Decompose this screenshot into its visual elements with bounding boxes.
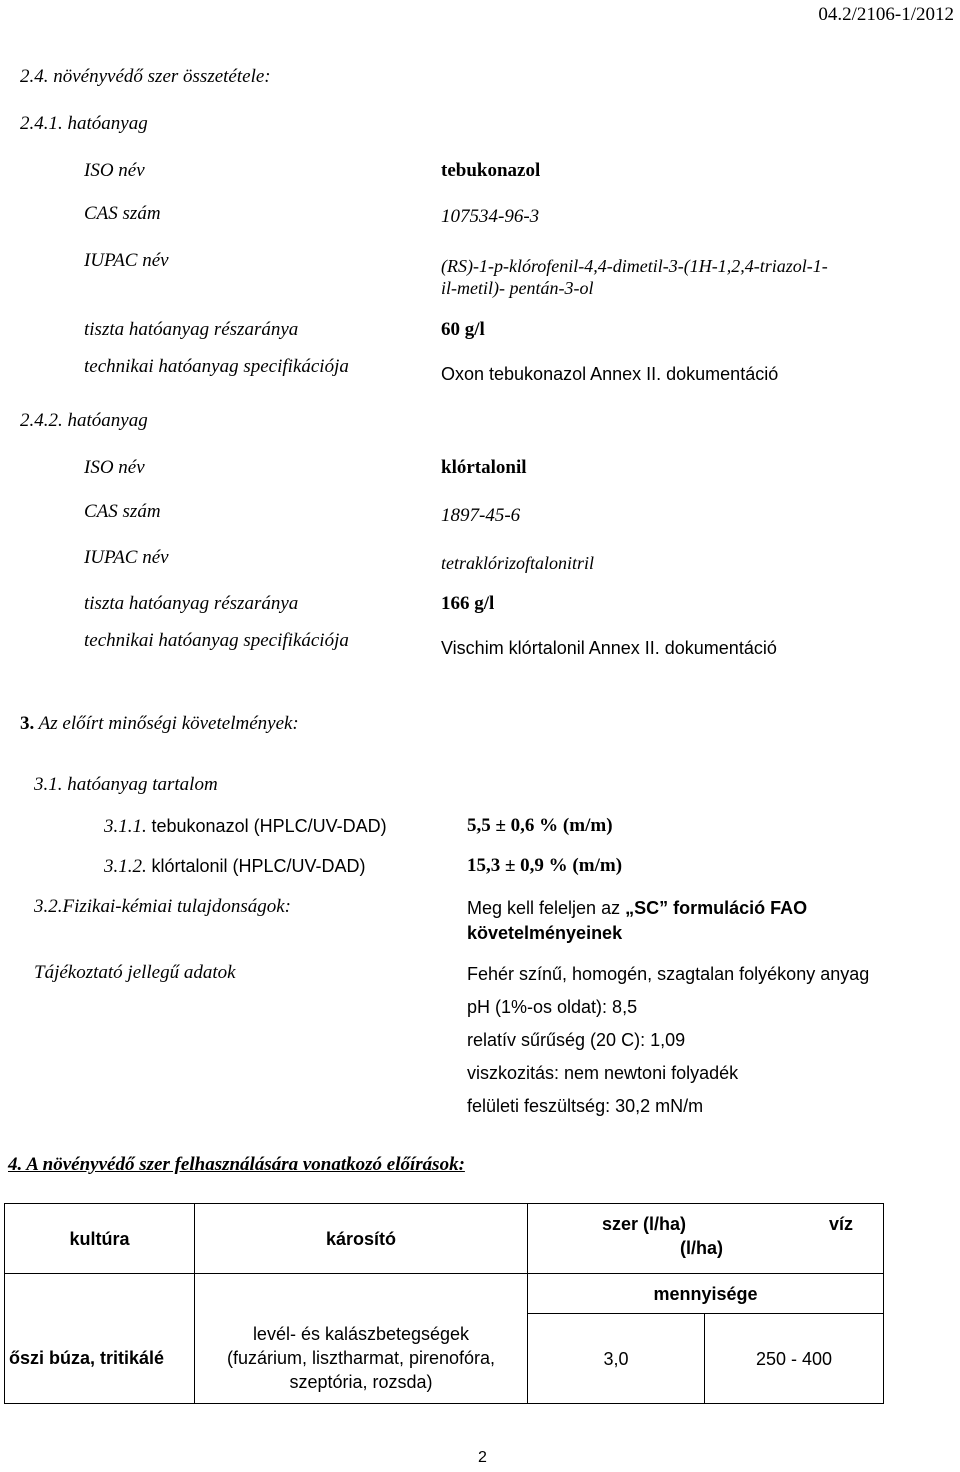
ai1-cas-value: 107534-96-3 bbox=[441, 206, 540, 227]
ai2-iso-label: ISO név bbox=[84, 457, 145, 478]
section-heading-2-4: 2.4. növényvédő szer összetétele: bbox=[20, 66, 271, 87]
col-header-water-1: víz bbox=[828, 1214, 853, 1234]
ai1-iupac-label: IUPAC név bbox=[84, 250, 169, 271]
s32-value-line2: követelményeinek bbox=[467, 923, 623, 943]
s32-label: 3.2.Fizikai-kémiai tulajdonságok: bbox=[34, 896, 291, 917]
ai2-cas-value: 1897-45-6 bbox=[441, 505, 521, 526]
ai1-iupac-value-line1: (RS)-1-p-klórofenil-4,4-dimetil-3-(1H-1,2,4-triazol-1- bbox=[441, 256, 828, 276]
section-heading-4: 4. A növényvédő szer felhasználására vonatkozó előírások: bbox=[8, 1154, 465, 1175]
ai1-spec-label: technikai hatóanyag specifikációja bbox=[84, 356, 349, 377]
s32-value-line1: Meg kell feleljen az „SC” formuláció FAO bbox=[467, 898, 808, 918]
section-heading-3-text: Az előírt minőségi követelmények: bbox=[38, 713, 299, 734]
table-row bbox=[5, 1314, 884, 1404]
row-culture: őszi búza, tritikálé bbox=[5, 1314, 195, 1404]
info-line-4: viszkozitás: nem newtoni folyadék bbox=[467, 1063, 739, 1083]
ai1-iso-label: ISO név bbox=[84, 160, 145, 181]
ai1-cas-label: CAS szám bbox=[84, 203, 161, 224]
info-label: Tájékoztató jellegű adatok bbox=[34, 962, 236, 983]
col-header-agent-water bbox=[528, 1204, 884, 1274]
col-header-agent: szer (l/ha) bbox=[602, 1214, 687, 1234]
col-header-pest: károsító bbox=[195, 1204, 528, 1274]
culture-header-spacer bbox=[5, 1274, 195, 1314]
row-agent: 3,0 bbox=[528, 1314, 705, 1404]
ai2-spec-value: Vischim klórtalonil Annex II. dokumentáció bbox=[441, 638, 777, 658]
ai2-purity-value: 166 g/l bbox=[441, 593, 495, 614]
pest-header-spacer bbox=[195, 1274, 528, 1314]
ai2-purity-label: tiszta hatóanyag részaránya bbox=[84, 593, 299, 614]
section-heading-3: 3. Az előírt minőségi követelmények: bbox=[20, 713, 299, 734]
ai2-iupac-label: IUPAC név bbox=[84, 547, 169, 568]
row-pest-line2: (fuzárium, lisztharmat, pirenofóra, bbox=[226, 1348, 496, 1369]
ai2-cas-label: CAS szám bbox=[84, 501, 161, 522]
ai1-spec-value: Oxon tebukonazol Annex II. dokumentáció bbox=[441, 364, 779, 384]
document-number: 04.2/2106-1/2012 bbox=[818, 4, 954, 25]
usage-table bbox=[4, 1203, 884, 1404]
col-header-water-2: (l/ha) bbox=[680, 1238, 723, 1258]
ai1-iso-value: tebukonazol bbox=[441, 160, 541, 181]
ai1-purity-label: tiszta hatóanyag részaránya bbox=[84, 319, 299, 340]
subsection-heading-3-1: 3.1. hatóanyag tartalom bbox=[34, 774, 218, 795]
ai2-spec-label: technikai hatóanyag specifikációja bbox=[84, 630, 349, 651]
ai1-iupac-value-line2: il-metil)- pentán-3-ol bbox=[441, 278, 594, 298]
ai1-purity-value: 60 g/l bbox=[441, 319, 485, 340]
ai2-iso-value: klórtalonil bbox=[441, 457, 527, 478]
row-pest bbox=[195, 1314, 528, 1404]
info-line-5: felületi feszültség: 30,2 mN/m bbox=[467, 1096, 704, 1116]
ai2-iupac-value: tetraklórizoftalonitril bbox=[441, 553, 595, 573]
col-header-amount: mennyisége bbox=[528, 1274, 884, 1314]
s312-value: 15,3 ± 0,9 % (m/m) bbox=[467, 855, 623, 876]
row-pest-line1: levél- és kalászbetegségek bbox=[252, 1324, 470, 1345]
s311-label: 3.1.1. tebukonazol (HPLC/UV-DAD) bbox=[104, 816, 387, 837]
s311-value: 5,5 ± 0,6 % (m/m) bbox=[467, 815, 613, 836]
s312-label: 3.1.2. klórtalonil (HPLC/UV-DAD) bbox=[104, 856, 366, 877]
page-number: 2 bbox=[478, 1449, 487, 1466]
subsection-heading-2-4-2: 2.4.2. hatóanyag bbox=[20, 410, 148, 431]
subsection-heading-2-4-1: 2.4.1. hatóanyag bbox=[20, 113, 148, 134]
info-line-1: Fehér színű, homogén, szagtalan folyékony anyag bbox=[467, 964, 870, 984]
row-pest-line3: szeptória, rozsda) bbox=[289, 1372, 433, 1393]
col-header-culture: kultúra bbox=[5, 1204, 195, 1274]
row-water: 250 - 400 bbox=[705, 1314, 884, 1404]
info-line-3: relatív sűrűség (20 C): 1,09 bbox=[467, 1030, 686, 1050]
info-line-2: pH (1%-os oldat): 8,5 bbox=[467, 997, 638, 1017]
